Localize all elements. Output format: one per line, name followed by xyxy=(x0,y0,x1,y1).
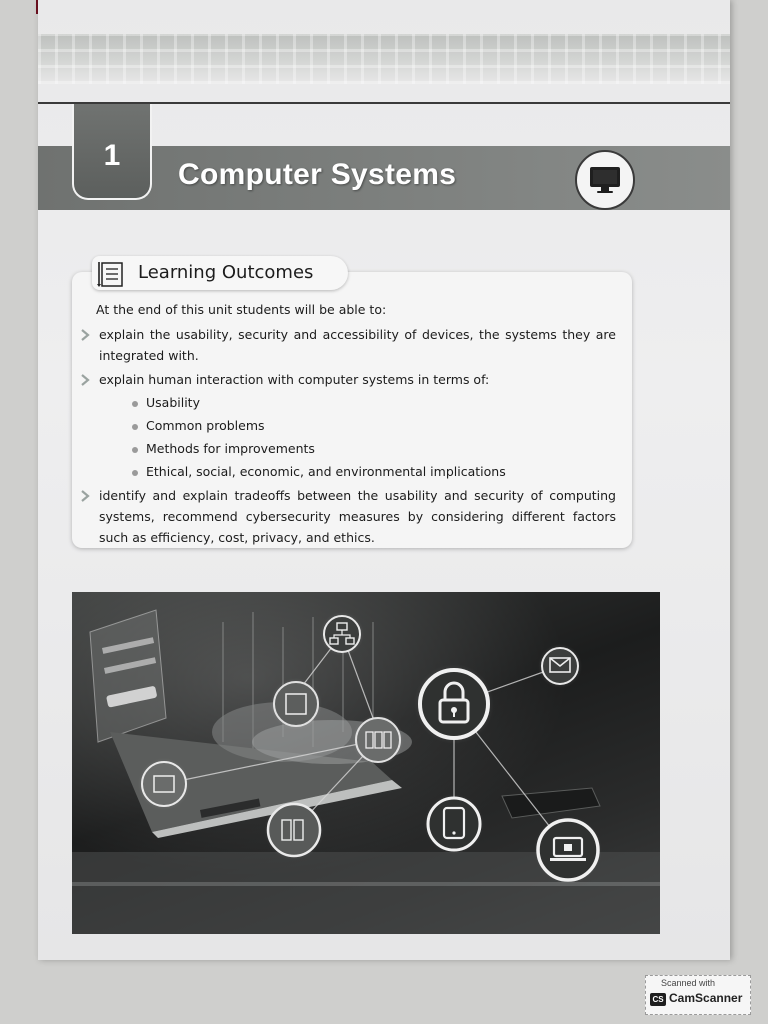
padlock-icon xyxy=(414,664,494,744)
chevron-right-icon xyxy=(80,373,94,387)
outcome-bullet xyxy=(80,324,616,366)
outcome-subitem xyxy=(132,418,265,433)
scanner-watermark-caption: Scanned with xyxy=(661,978,716,988)
server-icon xyxy=(270,678,322,730)
bullet-dot-icon xyxy=(132,401,138,407)
tablet-icon xyxy=(424,794,484,854)
bullet-dot-icon xyxy=(132,470,138,476)
mail-icon xyxy=(538,644,582,688)
camscanner-logo-icon: CS xyxy=(650,993,666,1006)
bullet-dot-icon xyxy=(132,447,138,453)
checklist-icon xyxy=(96,260,126,288)
laptop-icon xyxy=(534,816,602,884)
outcome-subitem xyxy=(132,464,506,479)
outcome-subitem-text: Common problems xyxy=(146,418,265,433)
header-mosaic xyxy=(38,34,730,84)
chapter-title: Computer Systems xyxy=(178,158,457,191)
folder-icon xyxy=(138,758,190,810)
bullet-dot-icon xyxy=(132,424,138,430)
chevron-right-icon xyxy=(80,489,94,503)
cloud-storage-icon xyxy=(264,800,324,860)
learning-outcomes-heading: Learning Outcomes xyxy=(138,262,314,283)
outcome-subitem xyxy=(132,441,315,456)
network-icon xyxy=(320,612,364,656)
outcomes-intro: At the end of this unit students will be able to: xyxy=(96,302,387,317)
cybersecurity-illustration xyxy=(72,592,660,934)
database-icon xyxy=(352,714,404,766)
chapter-number: 1 xyxy=(72,104,152,200)
chevron-right-icon xyxy=(80,328,94,342)
outcome-subitem xyxy=(132,395,200,410)
outcome-bullet-text: identify and explain tradeoffs between the usability and security of computing systems, recommend cybersecurity measures by considering different factors such as efficiency, cost, privacy, and ethics. xyxy=(99,488,616,545)
outcome-subitem-text: Usability xyxy=(146,395,200,410)
outcome-subitem-text: Ethical, social, economic, and environmental implications xyxy=(146,464,506,479)
outcome-subitem-text: Methods for improvements xyxy=(146,441,315,456)
outcome-bullet xyxy=(80,485,616,548)
scanner-watermark-name: CamScanner xyxy=(669,991,743,1005)
login-panel xyxy=(90,610,166,742)
outcome-bullet xyxy=(80,369,616,390)
outcome-bullet-text: explain human interaction with computer systems in terms of: xyxy=(99,372,490,387)
monitor-icon xyxy=(575,150,635,210)
outcome-bullet-text: explain the usability, security and accessibility of devices, the systems they are integrated with. xyxy=(99,327,616,363)
